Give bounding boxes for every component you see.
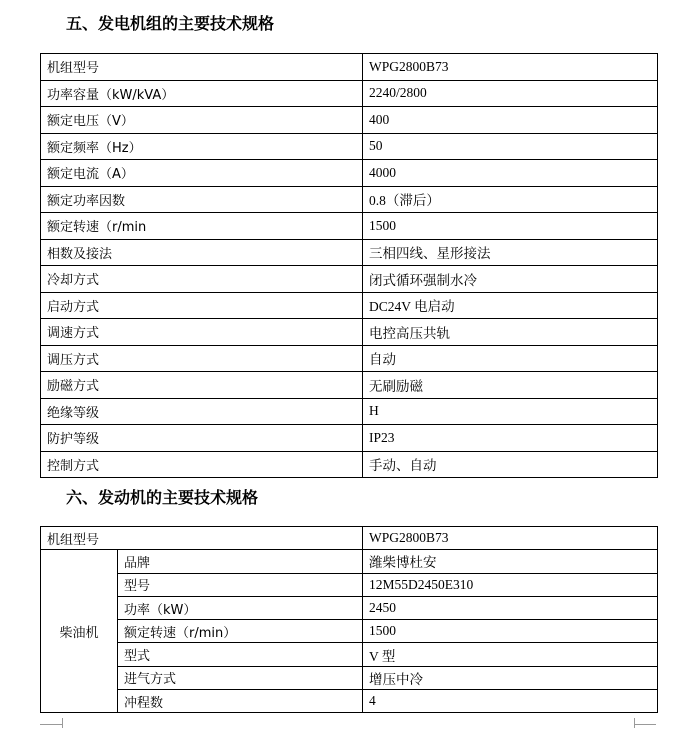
spec-value: IP23 [363, 425, 658, 452]
crop-mark-left-h [40, 724, 62, 725]
table-row [41, 398, 658, 425]
spec-label: 品牌 [118, 550, 363, 573]
spec-label: 启动方式 [41, 292, 363, 319]
spec-value: 自动 [363, 345, 658, 372]
generator-spec-table [40, 53, 658, 478]
table-row [41, 596, 658, 619]
spec-label: 调压方式 [41, 345, 363, 372]
spec-value: 闭式循环强制水冷 [363, 266, 658, 293]
crop-mark-right-v [634, 718, 635, 728]
table-row [41, 107, 658, 134]
spec-value: 2240/2800 [363, 80, 658, 107]
spec-value: WPG2800B73 [363, 54, 658, 81]
spec-label: 相数及接法 [41, 239, 363, 266]
spec-label: 冷却方式 [41, 266, 363, 293]
model-value: WPG2800B73 [363, 527, 658, 550]
spec-label: 机组型号 [41, 54, 363, 81]
spec-label: 额定频率（Hz） [41, 133, 363, 160]
spec-label: 额定电压（V） [41, 107, 363, 134]
spec-value: 4 [363, 690, 658, 713]
spec-value: 潍柴博杜安 [363, 550, 658, 573]
table-row [41, 643, 658, 666]
table-row [41, 372, 658, 399]
table-row [41, 527, 658, 550]
spec-label: 调速方式 [41, 319, 363, 346]
spec-label: 额定功率因数 [41, 186, 363, 213]
spec-label: 绝缘等级 [41, 398, 363, 425]
table-row [41, 319, 658, 346]
table-row [41, 133, 658, 160]
section6-title: 六、发动机的主要技术规格 [66, 488, 259, 507]
spec-value: 50 [363, 133, 658, 160]
diesel-engine-group-label: 柴油机 [41, 550, 118, 713]
spec-value: 2450 [363, 596, 658, 619]
table-row [41, 620, 658, 643]
table-row [41, 186, 658, 213]
spec-value: 无刷励磁 [363, 372, 658, 399]
spec-label: 控制方式 [41, 451, 363, 478]
table-row [41, 573, 658, 596]
table-row [41, 425, 658, 452]
table-row [41, 345, 658, 372]
spec-label: 防护等级 [41, 425, 363, 452]
spec-value: 1500 [363, 213, 658, 240]
spec-value: 手动、自动 [363, 451, 658, 478]
spec-value: 4000 [363, 160, 658, 187]
table-row [41, 292, 658, 319]
spec-value: 12M55D2450E310 [363, 573, 658, 596]
spec-label: 励磁方式 [41, 372, 363, 399]
spec-value: H [363, 398, 658, 425]
spec-value: 1500 [363, 620, 658, 643]
table-row [41, 266, 658, 293]
section5-title: 五、发电机组的主要技术规格 [66, 14, 275, 33]
spec-label: 型式 [118, 643, 363, 666]
crop-mark-right-h [634, 724, 656, 725]
spec-value: 电控高压共轨 [363, 319, 658, 346]
table-row [41, 451, 658, 478]
engine-spec-table [40, 526, 658, 713]
spec-label: 冲程数 [118, 690, 363, 713]
spec-label: 额定转速（r/min [41, 213, 363, 240]
table-row [41, 80, 658, 107]
table-row [41, 690, 658, 713]
spec-label: 额定转速（r/min） [118, 620, 363, 643]
spec-value: 三相四线、星形接法 [363, 239, 658, 266]
spec-label: 额定电流（A） [41, 160, 363, 187]
table-row [41, 213, 658, 240]
table-row [41, 54, 658, 81]
table-row [41, 550, 658, 573]
spec-value: 增压中冷 [363, 666, 658, 689]
crop-mark-left-v [62, 718, 63, 728]
table-row [41, 666, 658, 689]
spec-value: 0.8（滞后） [363, 186, 658, 213]
spec-label: 进气方式 [118, 666, 363, 689]
spec-label: 功率（kW） [118, 596, 363, 619]
spec-value: 400 [363, 107, 658, 134]
table-row [41, 239, 658, 266]
spec-label: 型号 [118, 573, 363, 596]
spec-value: DC24V 电启动 [363, 292, 658, 319]
model-label: 机组型号 [41, 527, 363, 550]
table-row [41, 160, 658, 187]
spec-label: 功率容量（kW/kVA） [41, 80, 363, 107]
spec-value: V 型 [363, 643, 658, 666]
